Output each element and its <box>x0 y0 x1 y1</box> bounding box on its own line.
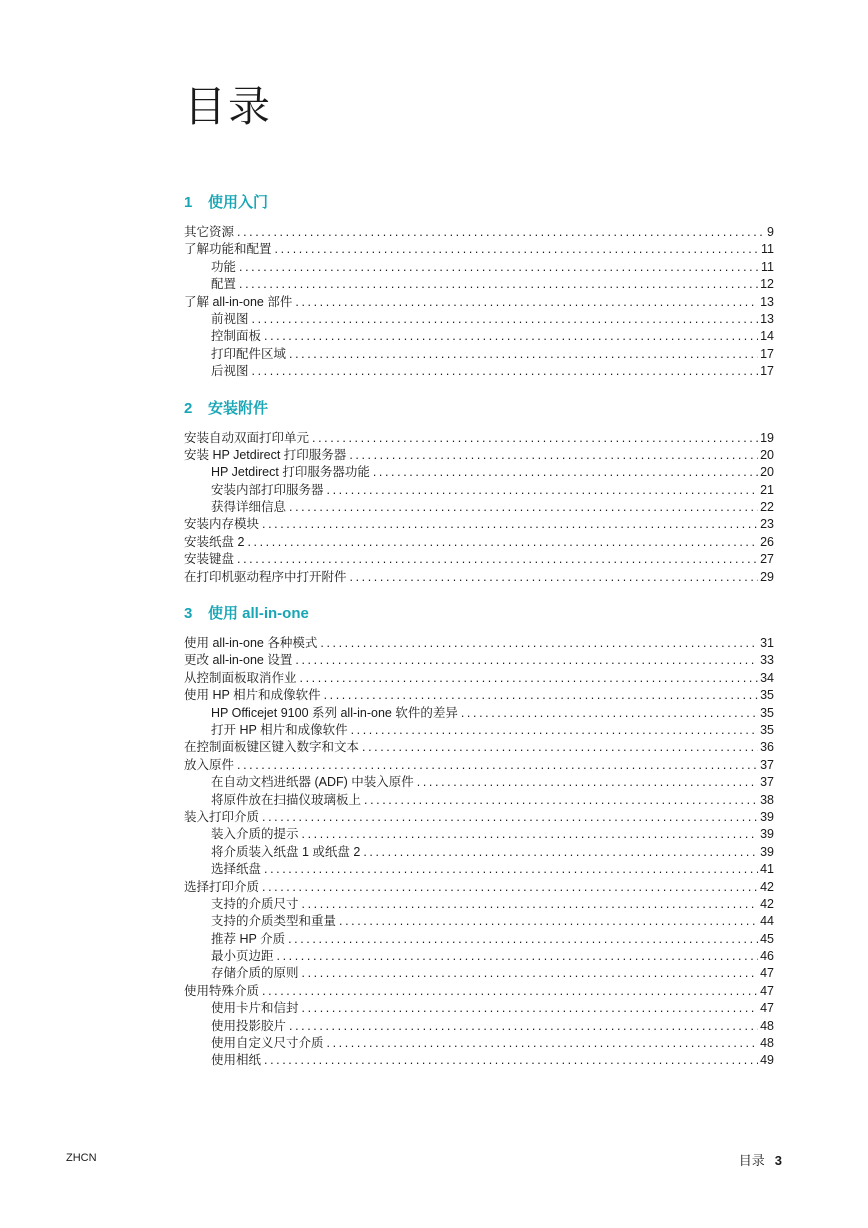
toc-page-number: 46 <box>760 949 774 964</box>
toc-entry-label: 安装内部打印服务器 <box>211 482 324 497</box>
chapter-title: 使用入门 <box>208 194 269 211</box>
dot-leader <box>247 534 758 551</box>
chapter-number: 3 <box>184 605 193 623</box>
toc-entry-label: 使用特殊介质 <box>184 983 260 998</box>
toc-entry[interactable] <box>184 757 774 774</box>
toc-entry-label: 了解功能和配置 <box>184 242 272 257</box>
toc-entry-label: HP Jetdirect 打印服务器功能 <box>211 465 370 480</box>
dot-leader <box>417 774 758 791</box>
chapter-section <box>184 398 774 587</box>
dot-leader <box>239 259 759 276</box>
toc-entry[interactable] <box>184 241 774 258</box>
toc-entry-label: 选择纸盘 <box>211 862 262 877</box>
toc-entry[interactable] <box>184 879 774 896</box>
chapter-number: 2 <box>184 399 193 417</box>
dot-leader <box>327 1035 759 1052</box>
toc-page-number: 48 <box>760 1018 774 1033</box>
toc-entry-label: HP Officejet 9100 系列 all-in-one 软件的差异 <box>211 705 458 720</box>
toc-entry[interactable] <box>184 430 774 447</box>
toc-entry-label: 了解 all-in-one 部件 <box>184 294 293 309</box>
dot-leader <box>461 705 758 722</box>
toc-page-number: 26 <box>760 534 774 549</box>
dot-leader <box>277 948 759 965</box>
toc-entry-label: 装入介质的提示 <box>211 827 299 842</box>
toc-entry[interactable] <box>184 652 774 669</box>
dot-leader <box>264 328 758 345</box>
toc-entry-label: 在自动文档进纸器 (ADF) 中装入原件 <box>211 775 414 790</box>
dot-leader <box>295 652 758 669</box>
toc-subentry[interactable] <box>184 311 774 328</box>
toc-page-number: 49 <box>760 1053 774 1068</box>
chapter-section <box>184 192 774 381</box>
toc-subentry[interactable] <box>184 276 774 293</box>
page-title: 目录 <box>184 83 273 130</box>
toc-page-number: 20 <box>760 447 774 462</box>
toc-entry-label: 使用卡片和信封 <box>211 1001 299 1016</box>
toc-entry[interactable] <box>184 294 774 311</box>
toc-page-number: 42 <box>760 879 774 894</box>
toc-page-number: 47 <box>760 983 774 998</box>
toc-subentry[interactable] <box>184 896 774 913</box>
toc-subentry[interactable] <box>184 913 774 930</box>
dot-leader <box>300 670 759 687</box>
toc-entry[interactable] <box>184 635 774 652</box>
toc-entry-label: 支持的介质尺寸 <box>211 896 299 911</box>
toc-entry-label: 后视图 <box>211 364 249 379</box>
toc-page-number: 22 <box>760 500 774 515</box>
toc-page-number: 11 <box>761 259 774 274</box>
toc-page-number: 13 <box>760 294 774 309</box>
toc-page-number: 14 <box>760 329 774 344</box>
toc-entry-label: 在打印机驱动程序中打开附件 <box>184 569 347 584</box>
toc-page-number: 17 <box>760 364 774 379</box>
toc-subentry[interactable] <box>184 363 774 380</box>
toc-entry-label: 使用 HP 相片和成像软件 <box>184 688 321 703</box>
dot-leader <box>237 224 765 241</box>
toc-entry[interactable] <box>184 224 774 241</box>
toc-subentry[interactable] <box>184 1018 774 1035</box>
toc-entry-label: 使用 all-in-one 各种模式 <box>184 636 318 651</box>
toc-page-number: 17 <box>760 346 774 361</box>
dot-leader <box>349 447 758 464</box>
toc-page-number: 39 <box>760 809 774 824</box>
dot-leader <box>339 913 758 930</box>
toc-subentry[interactable] <box>184 464 774 481</box>
chapter-section <box>184 603 774 1070</box>
dot-leader <box>324 687 759 704</box>
toc-entry-label: 安装 HP Jetdirect 打印服务器 <box>184 447 347 462</box>
toc-entry-label: 控制面板 <box>211 329 262 344</box>
dot-leader <box>289 1018 758 1035</box>
toc-page-number: 48 <box>760 1036 774 1051</box>
toc-subentry[interactable] <box>184 965 774 982</box>
toc-subentry[interactable] <box>184 328 774 345</box>
toc-page-number: 39 <box>760 844 774 859</box>
toc-page-number: 12 <box>760 277 774 292</box>
toc-subentry[interactable] <box>184 826 774 843</box>
toc-entry-label: 将介质装入纸盘 1 或纸盘 2 <box>211 844 361 859</box>
dot-leader <box>302 896 759 913</box>
footer-page-label <box>739 1150 782 1169</box>
toc-entry-label: 安装内存模块 <box>184 517 260 532</box>
dot-leader <box>262 983 758 1000</box>
toc-page-number: 11 <box>761 242 774 257</box>
toc-entry[interactable] <box>184 983 774 1000</box>
chapter-heading[interactable] <box>184 398 774 420</box>
toc-subentry[interactable] <box>184 1000 774 1017</box>
dot-leader <box>237 551 758 568</box>
toc-page-number: 9 <box>767 225 774 239</box>
toc-entry[interactable] <box>184 516 774 533</box>
chapter-title: 使用 all-in-one <box>208 605 309 623</box>
toc-entry[interactable] <box>184 739 774 756</box>
chapter-heading[interactable] <box>184 603 774 625</box>
dot-leader <box>264 1052 758 1069</box>
toc-entry[interactable] <box>184 569 774 586</box>
dot-leader <box>239 276 758 293</box>
toc-entry-label: 从控制面板取消作业 <box>184 670 297 685</box>
toc-entry-label: 放入原件 <box>184 757 235 772</box>
chapter-heading[interactable] <box>184 192 774 214</box>
toc-page-number: 42 <box>760 896 774 911</box>
toc-page-number: 41 <box>760 862 774 877</box>
toc-page-number: 39 <box>760 827 774 842</box>
toc-entry-label: 支持的介质类型和重量 <box>211 914 337 929</box>
toc-page-number: 20 <box>760 465 774 480</box>
toc-entry[interactable] <box>184 670 774 687</box>
toc-entry-label: 更改 all-in-one 设置 <box>184 653 293 668</box>
toc-entry[interactable] <box>184 534 774 551</box>
toc-entry[interactable] <box>184 809 774 826</box>
dot-leader <box>320 635 758 652</box>
toc-subentry[interactable] <box>184 1035 774 1052</box>
toc-subentry[interactable] <box>184 705 774 722</box>
dot-leader <box>350 569 759 586</box>
toc-page-number: 31 <box>760 636 774 651</box>
toc-entry-label: 打印配件区域 <box>211 346 287 361</box>
dot-leader <box>302 826 759 843</box>
toc-page-number: 13 <box>760 311 774 326</box>
dot-leader <box>289 499 758 516</box>
toc-page-number: 35 <box>760 705 774 720</box>
toc-page-number: 37 <box>760 757 774 772</box>
toc-subentry[interactable] <box>184 861 774 878</box>
chapter-title: 安装附件 <box>208 399 269 417</box>
footer-locale: ZHCN <box>66 1152 97 1164</box>
toc-page-number: 34 <box>760 670 774 685</box>
toc-entry-label: 使用投影胶片 <box>211 1018 287 1033</box>
dot-leader <box>262 809 758 826</box>
toc-page-number: 47 <box>760 1001 774 1016</box>
toc-subentry[interactable] <box>184 499 774 516</box>
dot-leader <box>364 792 758 809</box>
toc-page-number: 37 <box>760 775 774 790</box>
dot-leader <box>373 464 758 481</box>
toc-subentry[interactable] <box>184 844 774 861</box>
toc-entry-label: 前视图 <box>211 311 249 326</box>
dot-leader <box>237 757 758 774</box>
footer-page-number: 3 <box>774 1153 782 1168</box>
toc-entry-label: 使用相纸 <box>211 1053 262 1068</box>
toc-entry-label: 获得详细信息 <box>211 500 287 515</box>
toc-subentry[interactable] <box>184 931 774 948</box>
dot-leader <box>275 241 760 258</box>
toc-page-number: 45 <box>760 931 774 946</box>
dot-leader <box>302 1000 759 1017</box>
toc-entry-label: 使用自定义尺寸介质 <box>211 1036 324 1051</box>
dot-leader <box>264 861 758 878</box>
toc-entry-label: 安装键盘 <box>184 552 235 567</box>
toc-page-number: 44 <box>760 914 774 929</box>
dot-leader <box>289 346 758 363</box>
toc-entry[interactable] <box>184 447 774 464</box>
toc-entry-label: 将原件放在扫描仪玻璃板上 <box>211 792 362 807</box>
toc-subentry[interactable] <box>184 722 774 739</box>
dot-leader <box>262 879 758 896</box>
toc-subentry[interactable] <box>184 1052 774 1069</box>
toc-subentry[interactable] <box>184 774 774 791</box>
dot-leader <box>312 430 758 447</box>
dot-leader <box>262 516 758 533</box>
toc-page-number: 35 <box>760 688 774 703</box>
dot-leader <box>363 844 758 861</box>
toc-page-number: 33 <box>760 653 774 668</box>
toc-page-number: 19 <box>760 430 774 445</box>
chapter-number: 1 <box>184 194 193 211</box>
toc-page-number: 36 <box>760 740 774 755</box>
toc-entry-label: 其它资源 <box>184 225 235 239</box>
footer-section-name: 目录 <box>738 1153 765 1168</box>
toc-page-number: 29 <box>760 569 774 584</box>
toc-entry-label: 功能 <box>211 259 237 274</box>
toc-page-number: 47 <box>760 966 774 981</box>
table-of-contents <box>184 192 774 1087</box>
toc-entry-label: 配置 <box>211 277 237 292</box>
dot-leader <box>327 482 759 499</box>
toc-entry-label: 选择打印介质 <box>184 879 260 894</box>
toc-subentry[interactable] <box>184 346 774 363</box>
toc-entry-label: 存储介质的原则 <box>211 966 299 981</box>
dot-leader <box>351 722 759 739</box>
toc-page-number: 38 <box>760 792 774 807</box>
toc-subentry[interactable] <box>184 948 774 965</box>
dot-leader <box>288 931 758 948</box>
toc-entry-label: 推荐 HP 介质 <box>211 931 286 946</box>
toc-page-number: 35 <box>760 722 774 737</box>
toc-page-number: 27 <box>760 552 774 567</box>
dot-leader <box>302 965 759 982</box>
dot-leader <box>252 311 759 328</box>
toc-page-number: 23 <box>760 517 774 532</box>
toc-entry[interactable] <box>184 687 774 704</box>
dot-leader <box>295 294 758 311</box>
toc-entry-label: 打开 HP 相片和成像软件 <box>211 722 348 737</box>
toc-entry-label: 安装自动双面打印单元 <box>184 430 310 445</box>
toc-subentry[interactable] <box>184 792 774 809</box>
toc-subentry[interactable] <box>184 259 774 276</box>
toc-entry-label: 在控制面板键区键入数字和文本 <box>184 740 360 755</box>
toc-entry-label: 安装纸盘 2 <box>184 534 245 549</box>
toc-entry-label: 装入打印介质 <box>184 809 260 824</box>
toc-entry[interactable] <box>184 551 774 568</box>
toc-subentry[interactable] <box>184 482 774 499</box>
dot-leader <box>252 363 759 380</box>
dot-leader <box>362 739 758 756</box>
toc-page-number: 21 <box>760 482 774 497</box>
toc-entry-label: 最小页边距 <box>211 949 274 964</box>
